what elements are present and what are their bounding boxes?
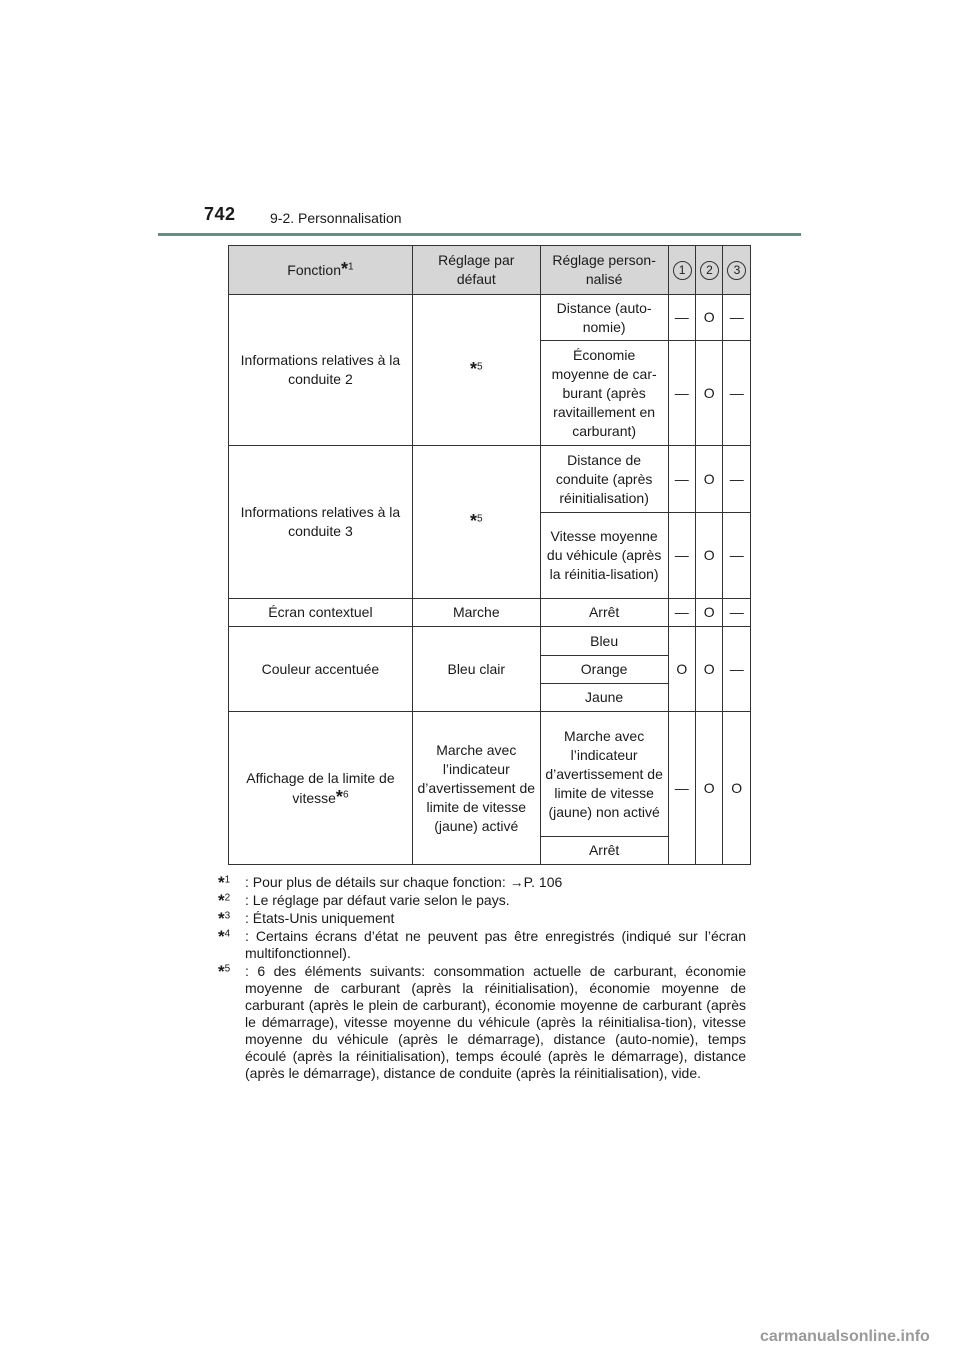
mark-cell: O xyxy=(696,599,723,627)
page-number: 742 xyxy=(204,204,236,224)
circled-number-1: 1 xyxy=(673,261,692,280)
mark-cell: — xyxy=(723,341,751,446)
mark-cell: O xyxy=(696,627,723,712)
default-cell: Marche xyxy=(412,599,540,627)
default-cell: *$^5$ xyxy=(412,446,540,599)
option-cell: Jaune xyxy=(540,684,668,712)
header-default: Réglage par défaut xyxy=(412,246,540,295)
mark-cell: — xyxy=(668,513,695,599)
footnotes xyxy=(218,874,746,1083)
header-custom: Réglage person-nalisé xyxy=(540,246,668,295)
mark-cell: — xyxy=(668,446,695,513)
table-row xyxy=(229,599,751,627)
header-col2 xyxy=(696,246,723,295)
customization-table xyxy=(228,245,751,865)
mark-cell: — xyxy=(723,295,751,341)
mark-cell: O xyxy=(696,712,723,865)
mark-cell: — xyxy=(723,513,751,599)
default-cell: Marche avec l’indicateur d’avertissement de limite de vitesse (jaune) activé xyxy=(412,712,540,865)
mark-cell: — xyxy=(668,712,695,865)
mark-cell: — xyxy=(723,446,751,513)
section-title: 9-2. Personnalisation xyxy=(270,210,402,226)
mark-cell: O xyxy=(696,446,723,513)
footnote: *$^3$ : États-Unis uniquement xyxy=(218,909,395,928)
option-cell: Bleu xyxy=(540,627,668,656)
mark-cell: — xyxy=(668,599,695,627)
function-cell: Écran contextuel xyxy=(229,599,413,627)
option-cell: Arrêt xyxy=(540,599,668,627)
table-row xyxy=(229,627,751,656)
mark-cell: — xyxy=(723,627,751,712)
option-cell: Distance de conduite (après réinitialisation) xyxy=(540,446,668,513)
footnote: *$^5$ : 6 des éléments suivants: consommation actuelle de carburant, économie moyenne de carburant (après la réinitialisation), économie moyenne de carburant (après le plein de carburant), économie moyenne de carburant (après le démarrage), vitesse moyenne du véhicule (après la réinitialisa-tion), vitesse moyenne du véhicule (après le démarrage), distance (auto-nomie), temps écoulé (après la réinitialisation), temps écoulé (après le démarrage), distance (après le démarrage), distance de conduite (après la réinitialisation), vide. xyxy=(218,962,746,1081)
mark-cell: — xyxy=(668,341,695,446)
option-cell: Distance (auto-nomie) xyxy=(540,295,668,341)
function-cell: Informations relatives à la conduite 2 xyxy=(229,295,413,446)
footnote: *$^4$ : Certains écrans d’état ne peuvent pas être enregistrés (indiqué sur l’écran multifonctionnel). xyxy=(218,927,746,961)
table-row xyxy=(229,712,751,837)
function-cell: Affichage de la limite de vitesse*$^6$ xyxy=(229,712,413,865)
footnote: *$^2$ : Le réglage par défaut varie selon le pays. xyxy=(218,891,510,910)
header-col3 xyxy=(723,246,751,295)
option-cell: Économie moyenne de car-burant (après ravitaillement en carburant) xyxy=(540,341,668,446)
header-function: Fonction*$^1$ xyxy=(229,246,413,295)
option-cell: Orange xyxy=(540,656,668,684)
mark-cell: — xyxy=(723,599,751,627)
option-cell: Vitesse moyenne du véhicule (après la réinitia-lisation) xyxy=(540,513,668,599)
circled-number-2: 2 xyxy=(700,261,719,280)
footnote: *$^1$ : Pour plus de détails sur chaque fonction: →P. 106 xyxy=(218,873,563,892)
table-row xyxy=(229,295,751,341)
header-rule xyxy=(158,233,801,236)
mark-cell: — xyxy=(668,295,695,341)
mark-cell: O xyxy=(696,341,723,446)
mark-cell: O xyxy=(696,513,723,599)
option-cell: Arrêt xyxy=(540,837,668,865)
default-cell: Bleu clair xyxy=(412,627,540,712)
mark-cell: O xyxy=(723,712,751,865)
option-cell: Marche avec l’indicateur d’avertissement de limite de vitesse (jaune) non activé xyxy=(540,712,668,837)
mark-cell: O xyxy=(668,627,695,712)
function-cell: Informations relatives à la conduite 3 xyxy=(229,446,413,599)
circled-number-3: 3 xyxy=(727,261,746,280)
default-cell: *$^5$ xyxy=(412,295,540,446)
watermark: carmanualsonline.info xyxy=(760,1328,930,1345)
mark-cell: O xyxy=(696,295,723,341)
function-cell: Couleur accentuée xyxy=(229,627,413,712)
table-header-row xyxy=(229,246,751,295)
header-col1 xyxy=(668,246,695,295)
table-row xyxy=(229,446,751,513)
